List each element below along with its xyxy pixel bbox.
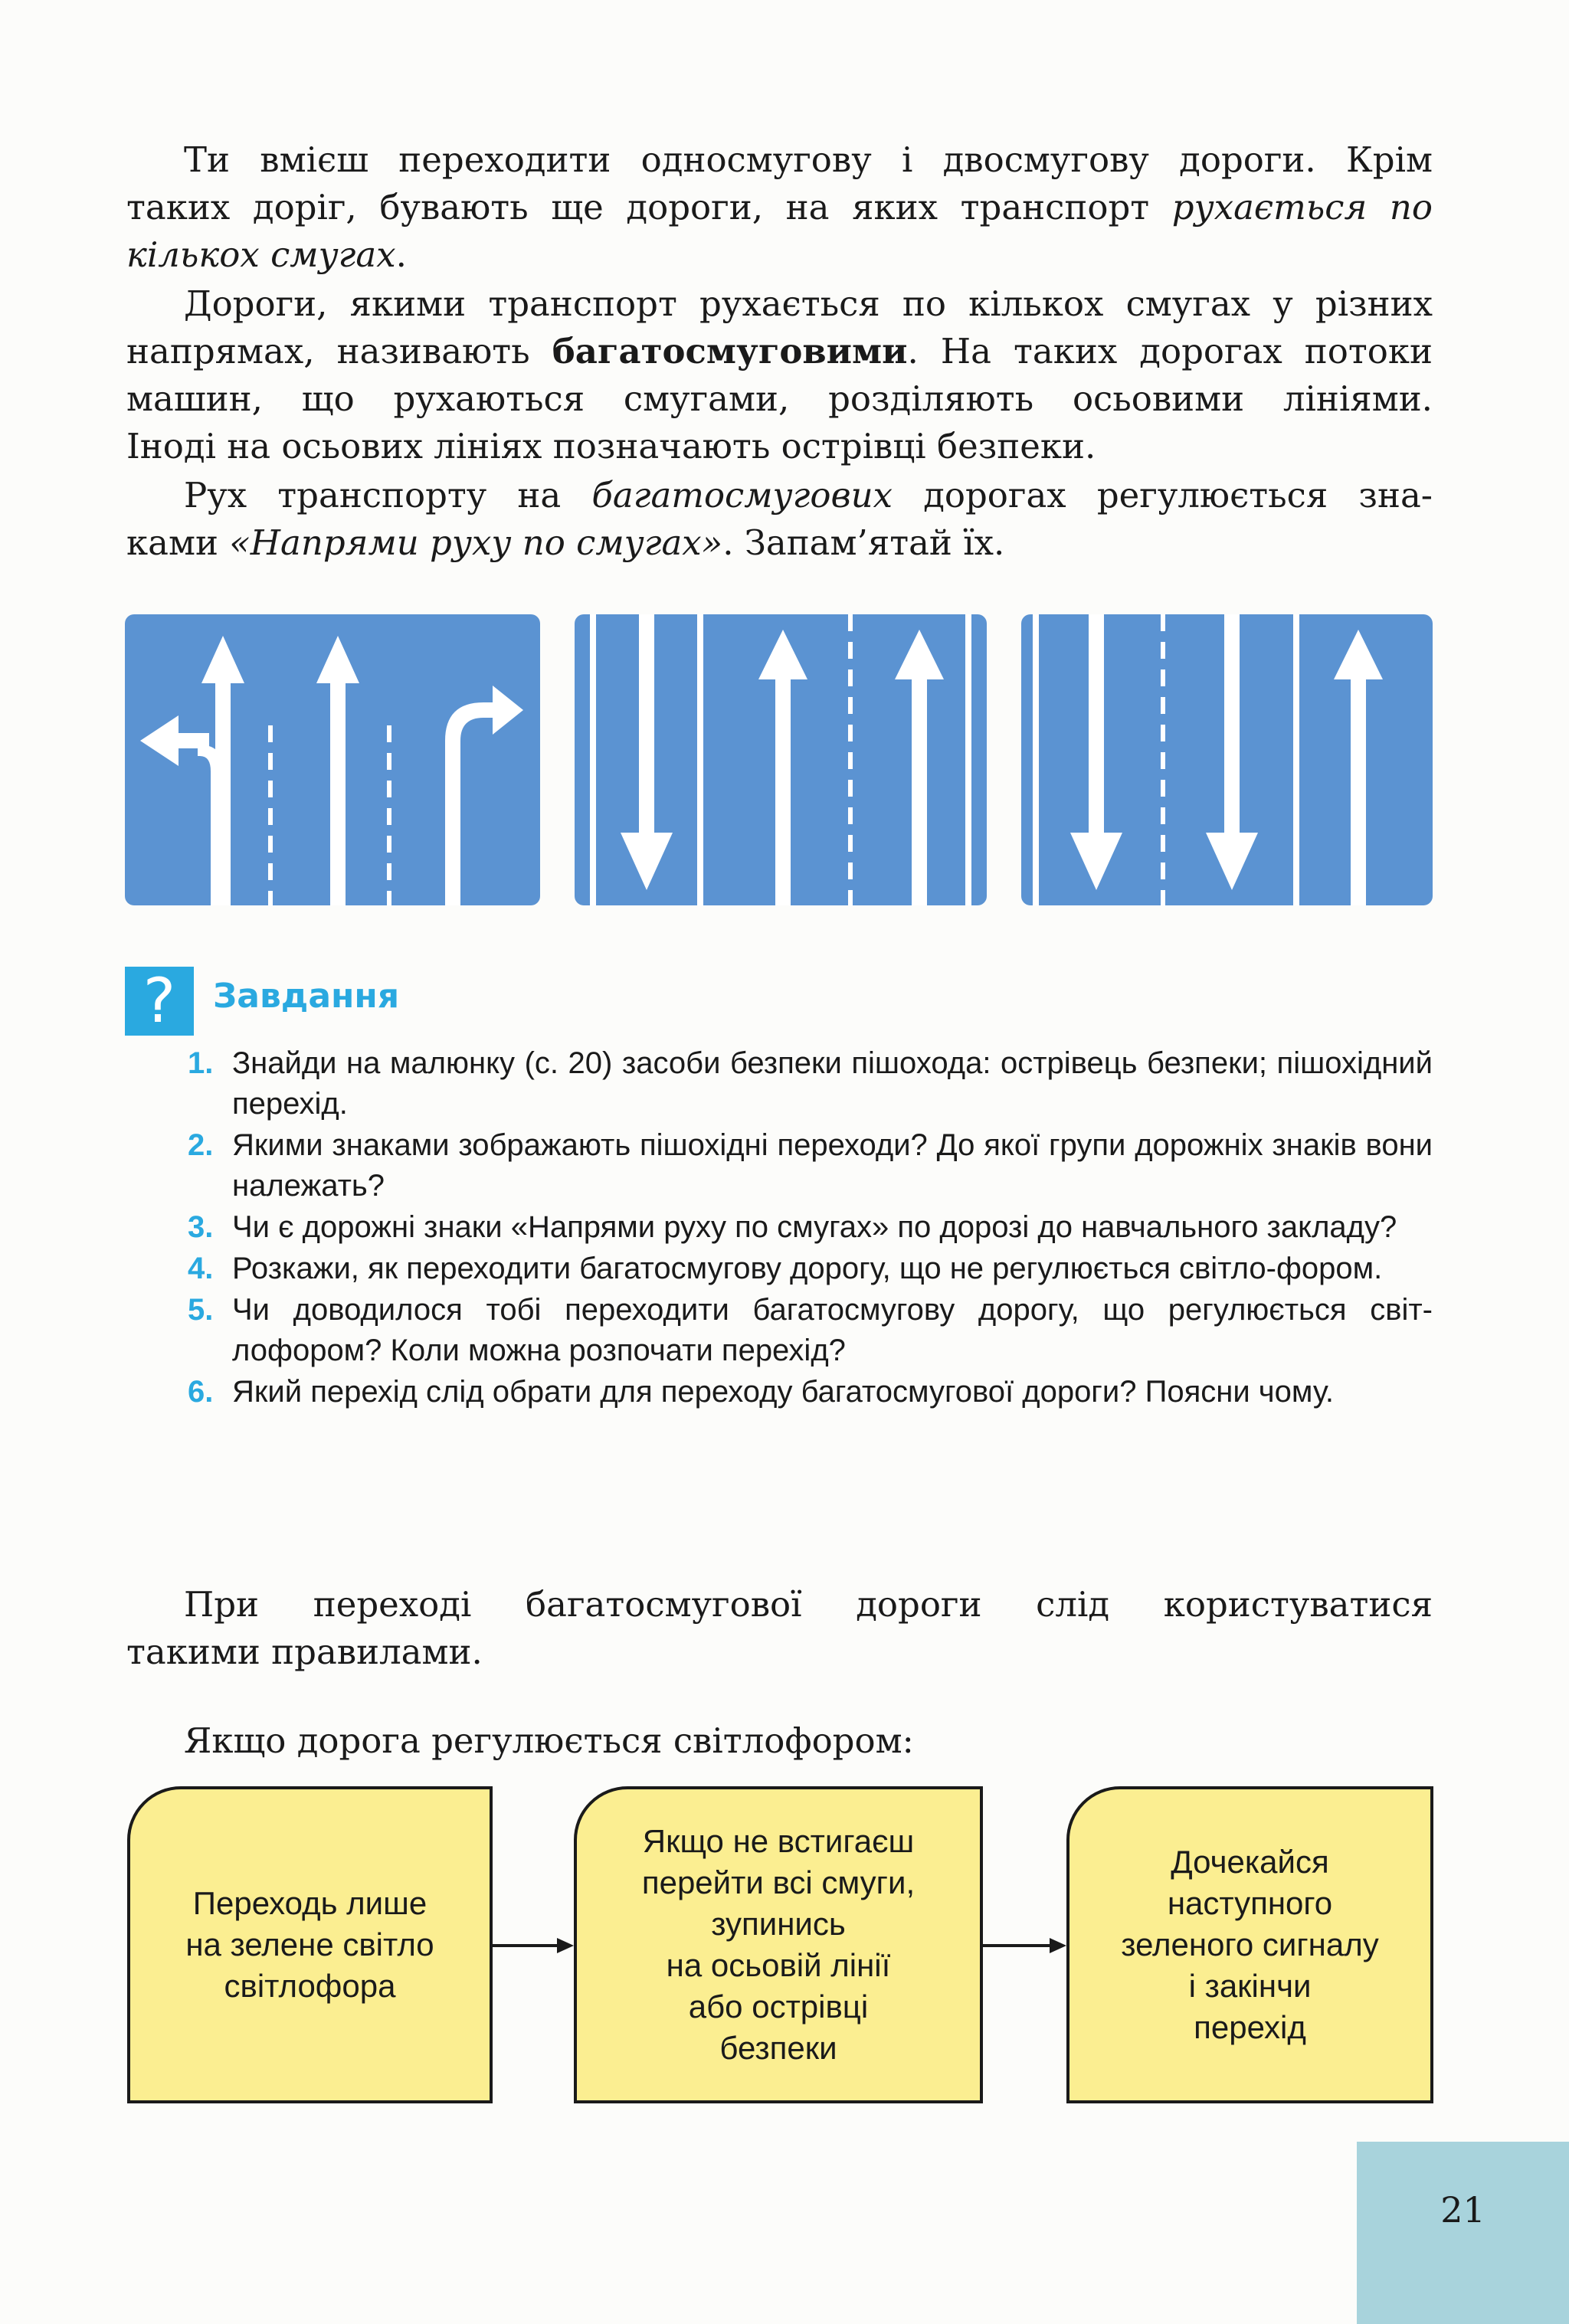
page-number-tab	[1357, 2142, 1569, 2324]
list-item	[188, 1043, 1433, 1124]
arrow-right-icon	[981, 1934, 1068, 1957]
lane-sign-down-down-up	[1021, 614, 1433, 905]
text-line: машин, що рухаються смугами, розділяють осьовими лініями.	[126, 378, 1433, 419]
flow-step-text: Переходь лише на зелене світло світлофора	[185, 1885, 434, 2004]
text-line: Рух транспорту на багатосмугових дорогах регулюється зна-	[184, 475, 1433, 516]
task-text: Чи доводилося тобі переходити багатосмугову дорогу, що регулюється світ-лофором? Коли можна розпочати перехід?	[232, 1293, 1433, 1367]
flow-step-2	[574, 1786, 983, 2103]
lane-arrows-icon	[125, 614, 540, 905]
text-line: Дороги, якими транспорт рухається по кількох смугах у різних	[184, 283, 1433, 324]
task-text: Чи є дорожні знаки «Напрями руху по смугах» по дорозі до навчального закладу?	[232, 1210, 1397, 1244]
list-item	[188, 1372, 1433, 1412]
text-line: Іноді на осьових лініях позначають острівці безпеки.	[126, 426, 1096, 466]
list-item	[188, 1125, 1433, 1206]
intro-paragraph-3	[126, 472, 1433, 567]
task-text: Який перехід слід обрати для переходу багатосмугової дороги? Поясни чому.	[232, 1375, 1334, 1409]
task-list	[188, 1043, 1433, 1413]
text-line: кількох смугах.	[126, 234, 407, 275]
task-text: Якими знаками зображають пішохідні переходи? До якої групи дорожніх знаків вони належать?	[232, 1128, 1433, 1203]
page-number: 21	[1440, 2189, 1485, 2231]
flow-step-3	[1066, 1786, 1433, 2103]
list-item	[188, 1290, 1433, 1371]
task-number: 4.	[188, 1252, 214, 1285]
lane-sign-down-up-up	[575, 614, 987, 905]
text-line: таких доріг, бувають ще дороги, на яких транспорт рухається по	[126, 187, 1433, 227]
task-number: 5.	[188, 1293, 214, 1327]
text-line: Ти вмієш переходити односмугову і двосмугову дороги. Крім	[184, 139, 1433, 180]
task-text: Знайди на малюнку (с. 20) засоби безпеки пішохода: острівець безпеки; пішохідний перехід.	[232, 1046, 1433, 1121]
rules-heading: Якщо дорога регулюється світлофором:	[184, 1720, 914, 1761]
lane-sign-left-straight-right	[125, 614, 540, 905]
text-line: При переході багатосмугової дороги слід користуватися	[184, 1584, 1433, 1625]
rules-paragraph	[126, 1581, 1433, 1676]
text-line: такими правилами.	[126, 1632, 483, 1672]
question-icon: ?	[125, 967, 194, 1036]
arrow-right-icon	[491, 1934, 575, 1957]
lane-arrows-icon	[1021, 614, 1433, 905]
flow-step-1	[127, 1786, 493, 2103]
flow-step-text: Якщо не встигаєш перейти всі смуги, зупинись на осьовій лінії або острівці безпеки	[641, 1823, 916, 2066]
text-line: напрямах, називають багатосмуговими. На таких дорогах потоки	[126, 331, 1433, 372]
list-item	[188, 1249, 1433, 1289]
intro-paragraph-1	[126, 136, 1433, 279]
lane-arrows-icon	[575, 614, 987, 905]
task-number: 6.	[188, 1375, 214, 1409]
text-line: ками «Напрями руху по смугах». Запам’ятай їх.	[126, 522, 1005, 563]
list-item	[188, 1207, 1433, 1248]
intro-paragraph-2	[126, 280, 1433, 470]
flow-step-text: Дочекайся наступного зеленого сигналу і закінчи перехід	[1121, 1844, 1379, 2045]
task-number: 1.	[188, 1046, 214, 1080]
section-title: Завдання	[213, 977, 400, 1016]
task-number: 2.	[188, 1128, 214, 1162]
task-text: Розкажи, як переходити багатосмугову дорогу, що не регулюється світло-фором.	[232, 1252, 1383, 1285]
task-number: 3.	[188, 1210, 214, 1244]
